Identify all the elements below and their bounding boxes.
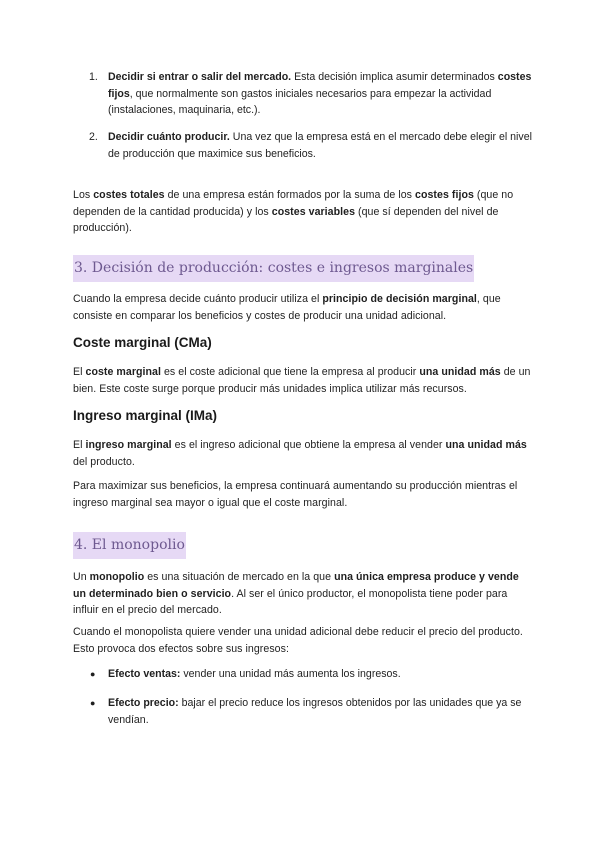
bold-term: costes variables (271, 205, 356, 218)
list-item (108, 69, 533, 119)
text-run: El (73, 439, 86, 451)
subheading-ingreso-marginal: Ingreso marginal (IMa) (73, 408, 218, 423)
costes-paragraph (73, 187, 533, 237)
text-run: Cuando la empresa decide cuánto producir utiliza el (73, 293, 323, 305)
text-run: es una situación de mercado en la que (144, 571, 335, 583)
section3-intro (73, 291, 533, 324)
list-item (108, 129, 533, 162)
text-run: de una empresa están formados por la suma de los (164, 189, 416, 201)
list-item-bold: costes fijos (108, 71, 532, 100)
bold-term: monopolio (89, 571, 145, 583)
bold-term: principio de decisión marginal (322, 293, 477, 305)
text-run: El (73, 366, 86, 378)
bullet-icon: ● (90, 669, 96, 679)
bold-term: costes totales (93, 189, 165, 201)
text-run: , que consiste en comparar los beneficios y costes de producir una unidad adicional. (73, 293, 501, 322)
bold-term: coste marginal (85, 366, 161, 378)
bold-term: una única empresa produce y vende un determinado bien o servicio (73, 571, 519, 600)
text-run: bajar el precio reduce los ingresos obtenidos por las unidades que ya se vendían. (108, 697, 522, 726)
text-run: (que no dependen de la cantidad producida) y los (73, 189, 514, 218)
bold-term: una unidad más (445, 439, 527, 451)
section-heading: 3. Decisión de producción: costes e ingresos marginales (73, 255, 474, 282)
list-number: 1. (89, 71, 98, 83)
list-item-bold: Decidir si entrar o salir del mercado. (108, 71, 292, 83)
bold-term: una unidad más (419, 366, 501, 378)
bullet-icon: ● (90, 698, 96, 708)
list-number: 2. (89, 131, 98, 143)
section-heading: 4. El monopolio (73, 532, 186, 559)
bold-term: costes fijos (415, 189, 474, 201)
list-item-bold: Decidir cuánto producir. (108, 131, 230, 143)
text-run: (que sí dependen del nivel de producción). (73, 205, 499, 234)
subheading-coste-marginal: Coste marginal (CMa) (73, 335, 212, 350)
ingreso-marginal-paragraph (73, 437, 533, 470)
list-item-text: , que normalmente son gastos iniciales necesarios para empezar la actividad (instalaciones, maquinaria, etc.). (108, 87, 492, 116)
monopolio-paragraph (73, 569, 533, 619)
list-item-text: Esta decisión implica asumir determinados (291, 71, 498, 83)
list-item (108, 695, 533, 728)
list-item (108, 666, 533, 683)
text-run: Un (73, 571, 90, 583)
text-run: es el coste adicional que tiene la empresa al producir (161, 366, 420, 378)
text-run: Los (73, 189, 94, 201)
text-run: . Al ser el único productor, el monopolista tiene poder para influir en el precio del mercado. (73, 587, 508, 616)
maximizar-paragraph: Para maximizar sus beneficios, la empresa continuará aumentando su producción mientras el ingreso marginal sea mayor o igual que el coste marginal. (73, 480, 518, 509)
bold-term: ingreso marginal (85, 439, 172, 451)
text-run: del producto. (73, 455, 135, 468)
text-run: de un bien. Este coste surge porque producir más unidades implica utilizar más recursos. (73, 366, 531, 395)
coste-marginal-paragraph (73, 364, 533, 397)
monopolista-paragraph: Cuando el monopolista quiere vender una unidad adicional debe reducir el precio del producto. Esto provoca dos efectos sobre sus ingresos: (73, 626, 523, 655)
list-item-text: Una vez que la empresa está en el mercado debe elegir el nivel de producción que maximice sus beneficios. (108, 131, 532, 160)
text-run: es el ingreso adicional que obtiene la empresa al vender (171, 439, 446, 451)
text-run: vender una unidad más aumenta los ingresos. (180, 668, 401, 680)
bold-term: Efecto precio: (108, 697, 179, 709)
bold-term: Efecto ventas: (108, 668, 181, 680)
